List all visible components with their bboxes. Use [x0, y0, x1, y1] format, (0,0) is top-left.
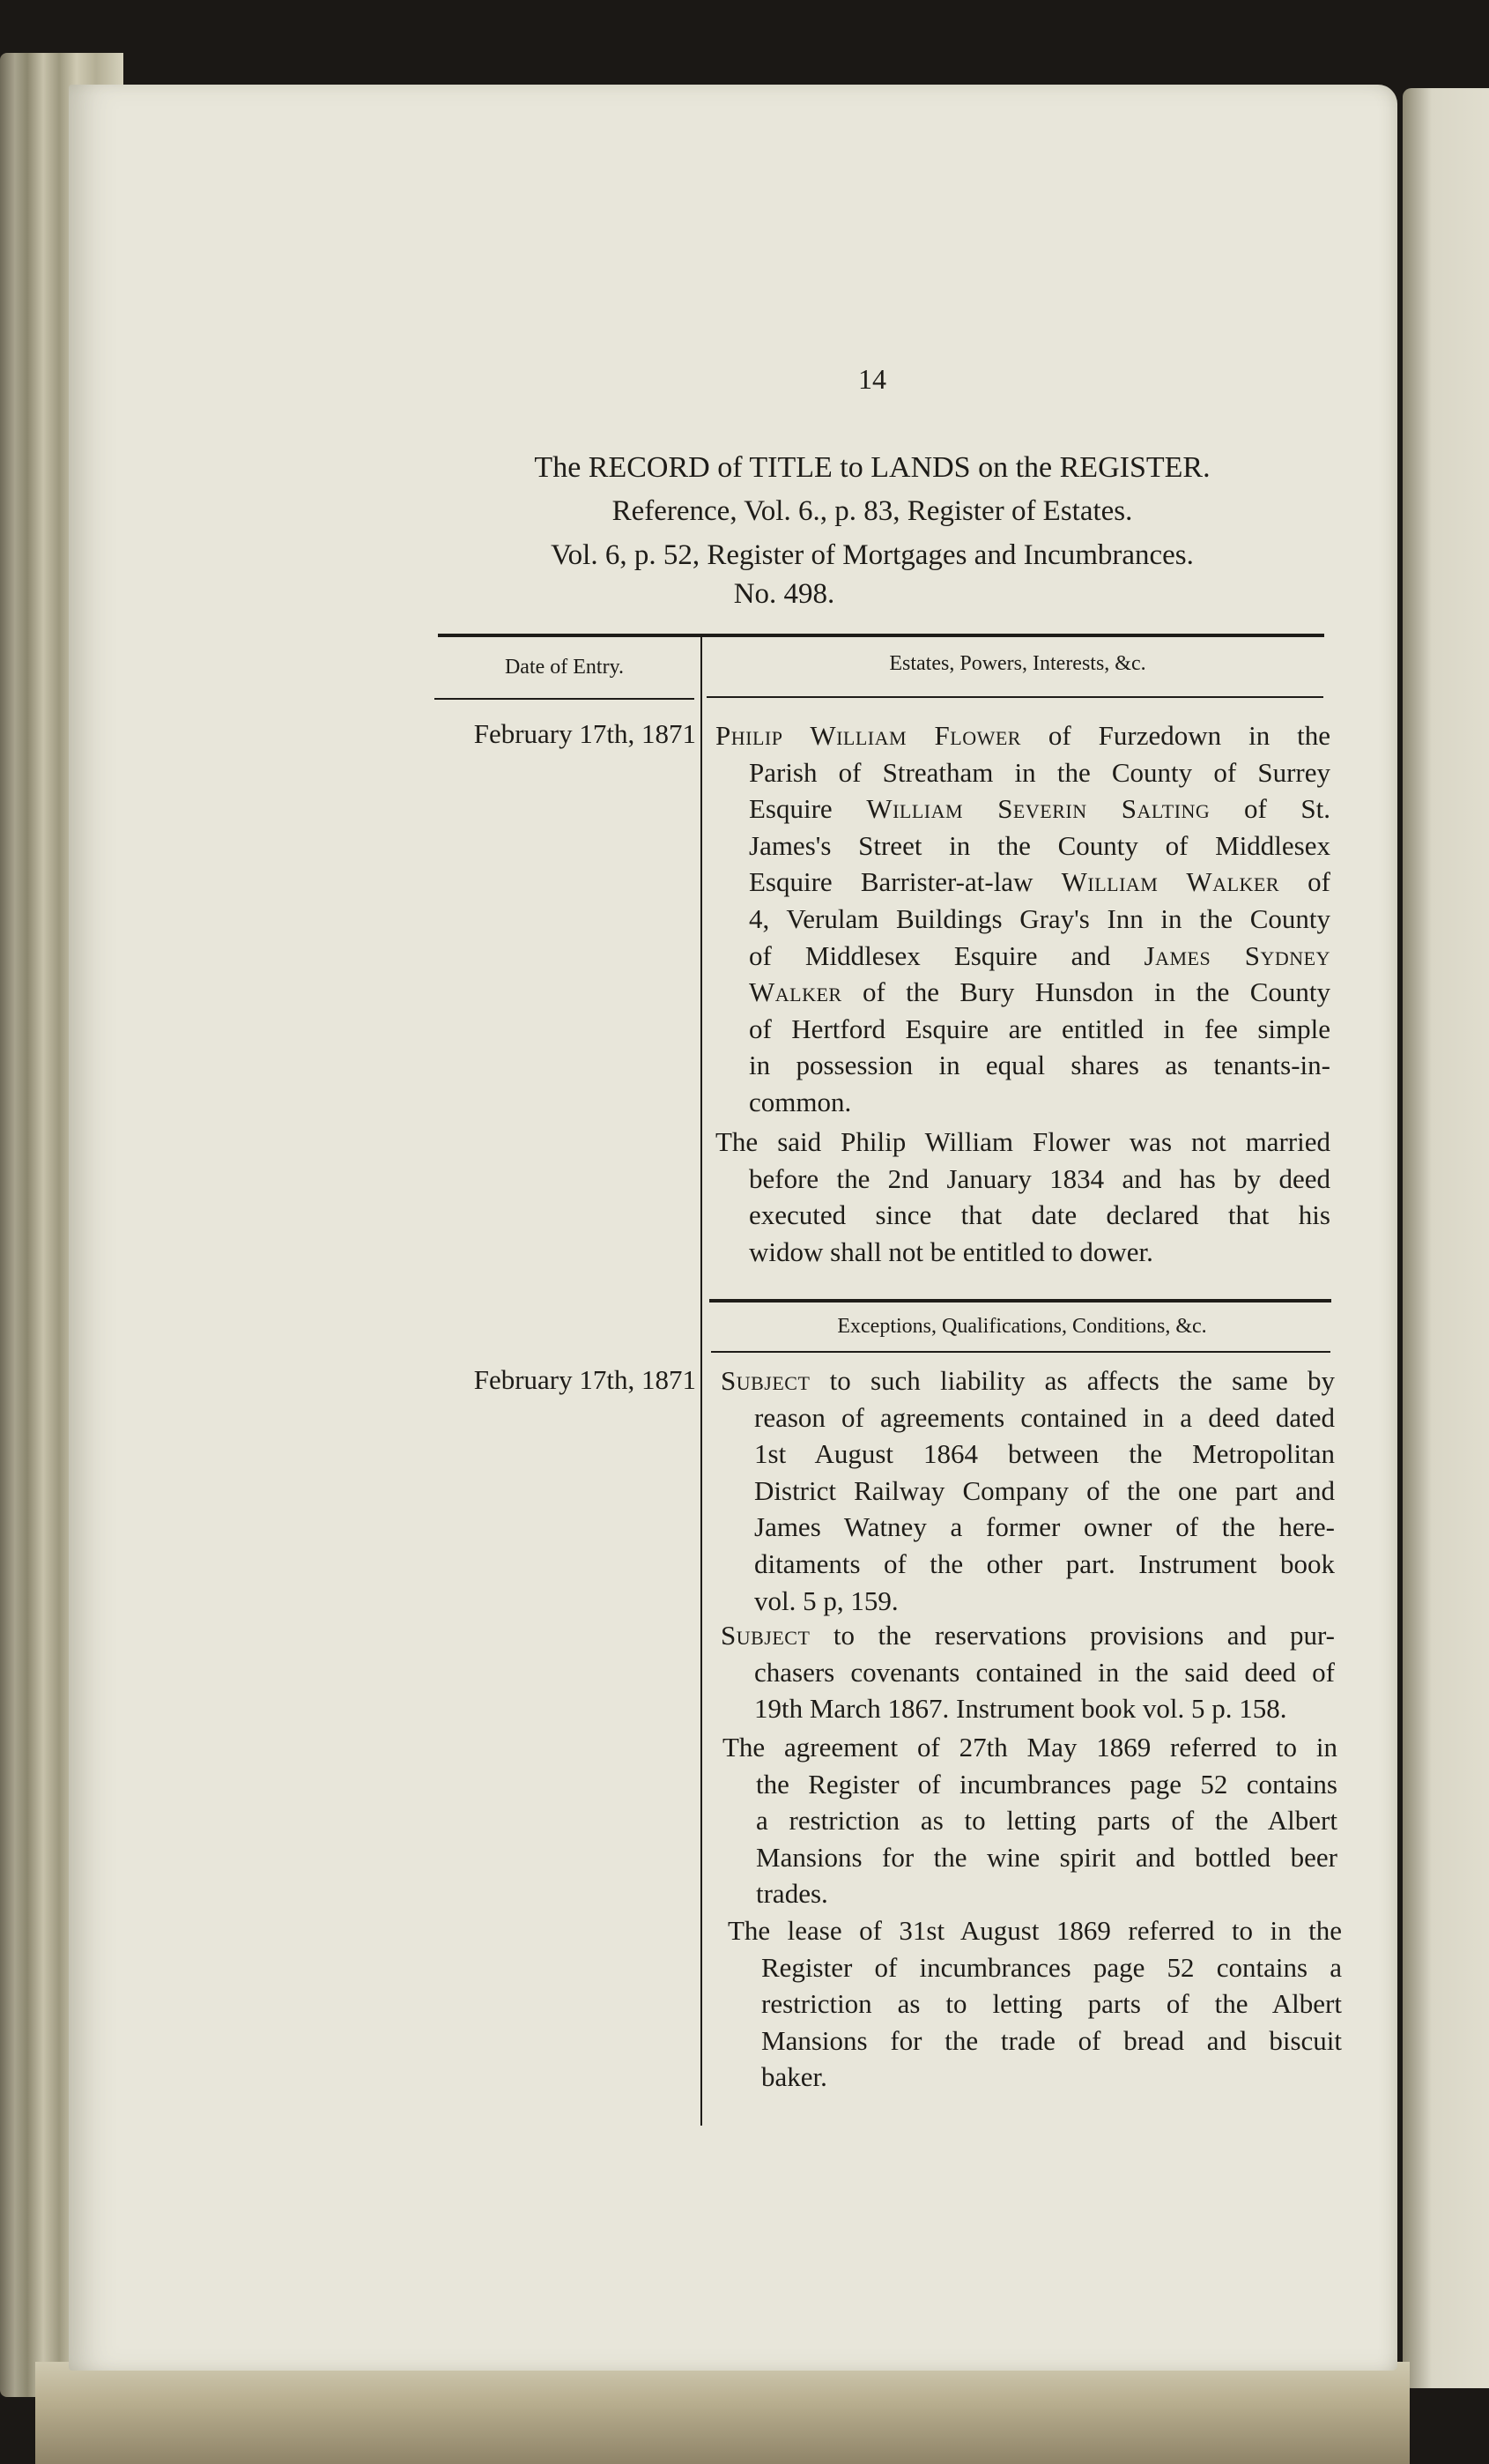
- text-line: [721, 1617, 1335, 1654]
- text-line: [761, 2022, 1342, 2060]
- text-run: to the reservations provisions and pur-: [810, 1620, 1335, 1651]
- text-run: widow shall not be entitled to dower.: [749, 1236, 1153, 1267]
- text-run: the Register of incumbrances page 52 contains: [756, 1768, 1337, 1800]
- page-number: 14: [858, 363, 886, 395]
- text-line: [749, 828, 1330, 865]
- text-run: The lease of 31st August 1869 referred to in the: [728, 1915, 1342, 1946]
- text-run: Mansions for the trade of bread and biscuit: [761, 2024, 1342, 2056]
- text-run: 19th March 1867. Instrument book vol. 5 p. 158.: [754, 1693, 1287, 1725]
- text-run: of St.: [1210, 793, 1330, 825]
- text-run: District Railway Company of the one part and: [754, 1474, 1335, 1506]
- text-line: [749, 790, 1330, 828]
- exception-paragraph: [728, 1912, 1342, 2096]
- exceptions-entry-date: February 17th, 1871: [473, 1364, 696, 1395]
- text-run: The said Philip William Flower was not married: [715, 1126, 1330, 1157]
- text-line: [754, 1654, 1335, 1691]
- page-title: The RECORD of TITLE to LANDS on the REGISTER.: [534, 451, 1211, 484]
- text-run: vol. 5 p, 159.: [754, 1585, 899, 1616]
- text-run: Esquire Barrister-at-law: [749, 866, 1062, 898]
- text-run: Mansions for the wine spirit and bottled beer: [756, 1841, 1337, 1873]
- text-run: chasers covenants contained in the said deed of: [754, 1656, 1335, 1688]
- text-run: before the 2nd January 1834 and has by deed: [749, 1162, 1330, 1194]
- exceptions-header-rule: [711, 1351, 1330, 1353]
- text-line: [749, 901, 1330, 938]
- text-line: [749, 938, 1330, 975]
- text-run: a restriction as to letting parts of the Albert: [756, 1805, 1337, 1837]
- estates-column-header: Estates, Powers, Interests, &c.: [889, 652, 1146, 675]
- text-run: of Furzedown in the: [1020, 720, 1331, 751]
- column-divider: [700, 636, 702, 2126]
- text-run: executed since that date declared that his: [749, 1199, 1330, 1231]
- text-line: [749, 1011, 1330, 1048]
- text-run: 4, Verulam Buildings Gray's Inn in the County: [749, 902, 1330, 934]
- exceptions-column-header: Exceptions, Qualifications, Conditions, &c.: [837, 1315, 1207, 1338]
- text-line: [761, 2059, 1342, 2096]
- text-line: [749, 1084, 1330, 1121]
- small-caps-name: Philip William Flower: [715, 720, 1021, 751]
- text-run: James Watney a former owner of the here-: [754, 1511, 1335, 1543]
- text-line: [715, 717, 1330, 754]
- text-line: [761, 1985, 1342, 2022]
- text-line: [749, 1047, 1330, 1084]
- text-line: [756, 1875, 1337, 1912]
- text-line: [728, 1912, 1342, 1949]
- estates-entry-date: February 17th, 1871: [473, 718, 696, 749]
- estates-paragraph: [715, 1124, 1330, 1270]
- text-line: [749, 1234, 1330, 1271]
- text-line: [754, 1583, 1335, 1620]
- text-line: [754, 1473, 1335, 1510]
- text-run: to such liability as affects the same by: [810, 1365, 1335, 1396]
- small-caps-name: James Sydney: [1144, 939, 1331, 971]
- text-line: [749, 1161, 1330, 1198]
- text-line: [761, 1949, 1342, 1986]
- small-caps-name: William Walker: [1061, 866, 1280, 898]
- estates-header-rule: [707, 696, 1323, 698]
- text-run: restriction as to letting parts of the Albert: [761, 1988, 1342, 2020]
- record-number: No. 498.: [733, 578, 835, 610]
- reference-estates: Reference, Vol. 6., p. 83, Register of Estates.: [611, 495, 1133, 527]
- text-line: [722, 1729, 1337, 1766]
- small-caps-name: William Severin Salting: [866, 793, 1211, 825]
- date-column-header: Date of Entry.: [504, 656, 625, 679]
- text-line: [749, 974, 1330, 1011]
- exception-paragraph: [722, 1729, 1337, 1912]
- text-run: of Middlesex Esquire and: [749, 939, 1145, 971]
- exception-paragraph: [721, 1617, 1335, 1727]
- text-line: [756, 1802, 1337, 1839]
- text-run: in possession in equal shares as tenants-in-: [749, 1050, 1330, 1081]
- text-run: baker.: [761, 2061, 827, 2093]
- exception-paragraph: [721, 1362, 1335, 1619]
- text-line: [715, 1124, 1330, 1161]
- reference-mortgages: Vol. 6, p. 52, Register of Mortgages and Incumbrances.: [551, 539, 1194, 571]
- text-run: common.: [749, 1086, 852, 1117]
- text-run: James's Street in the County of Middlesex: [749, 829, 1330, 861]
- date-header-rule: [434, 698, 694, 700]
- text-line: [756, 1839, 1337, 1876]
- text-run: ditaments of the other part. Instrument book: [754, 1547, 1335, 1579]
- text-run: trades.: [756, 1878, 828, 1910]
- text-run: 1st August 1864 between the Metropolitan: [754, 1438, 1335, 1470]
- text-run: reason of agreements contained in a deed dated: [754, 1401, 1335, 1433]
- text-run: Register of incumbrances page 52 contains a: [761, 1951, 1342, 1983]
- text-run: Parish of Streatham in the County of Surrey: [749, 756, 1330, 788]
- text-line: [756, 1766, 1337, 1803]
- small-caps-name: Subject: [721, 1620, 811, 1651]
- text-run: of the Bury Hunsdon in the County: [841, 976, 1330, 1008]
- text-run: of: [1279, 866, 1331, 898]
- small-caps-name: Walker: [749, 976, 842, 1008]
- text-run: The agreement of 27th May 1869 referred to in: [722, 1732, 1337, 1763]
- small-caps-name: Subject: [721, 1365, 811, 1396]
- exceptions-top-rule: [709, 1299, 1331, 1303]
- text-line: [754, 1546, 1335, 1583]
- text-line: [749, 754, 1330, 791]
- estates-paragraph: [715, 717, 1330, 1121]
- text-run: of Hertford Esquire are entitled in fee simple: [749, 1013, 1330, 1044]
- text-line: [754, 1399, 1335, 1436]
- table-top-rule: [438, 634, 1324, 637]
- text-line: [754, 1509, 1335, 1546]
- text-line: [749, 1197, 1330, 1234]
- text-line: [721, 1362, 1335, 1399]
- book-bottom-edge: [35, 2362, 1410, 2464]
- text-line: [749, 864, 1330, 901]
- text-line: [754, 1436, 1335, 1473]
- text-run: Esquire: [749, 793, 867, 825]
- facing-page-edge: [1403, 88, 1489, 2388]
- text-line: [754, 1690, 1335, 1727]
